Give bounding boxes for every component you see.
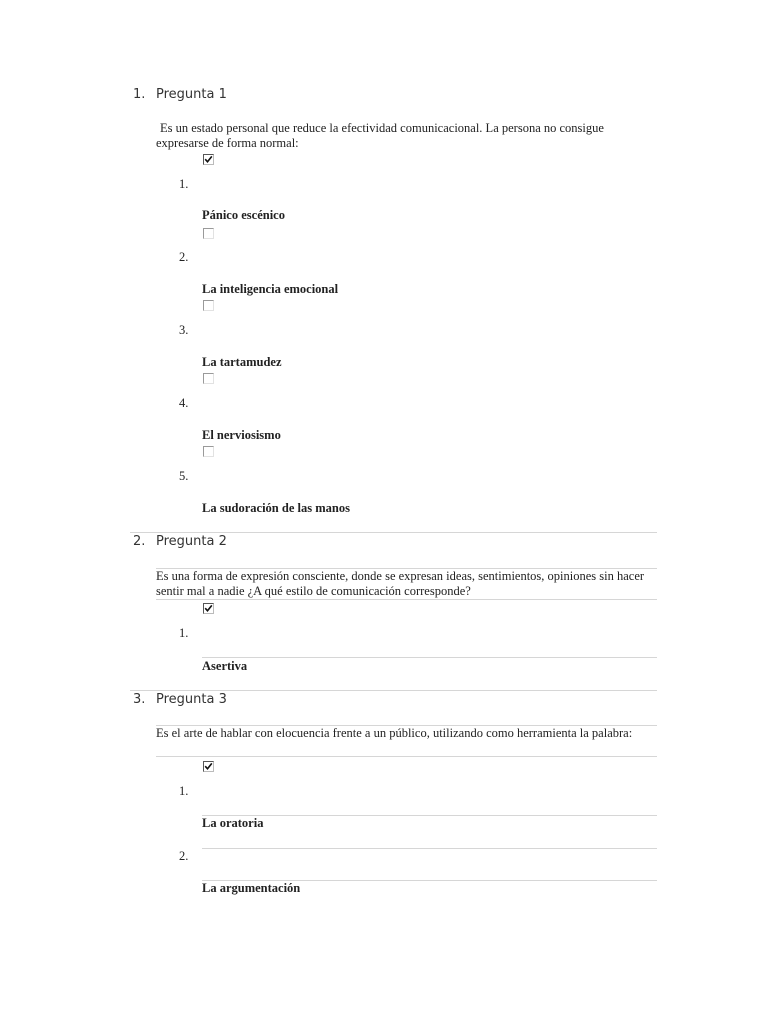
checkmark-icon <box>204 155 213 164</box>
checkmark-icon <box>204 762 213 771</box>
question-2-title: Pregunta 2 <box>156 534 227 549</box>
divider <box>156 756 657 757</box>
question-3-option-1-number: 1. <box>179 784 189 798</box>
question-1-text: Es un estado personal que reduce la efectividad comunicacional. La persona no consigue expresarse de forma normal: <box>156 121 604 150</box>
question-1-option-2-checkbox[interactable] <box>203 228 214 239</box>
question-1-option-2-number: 2. <box>179 250 189 264</box>
question-1-option-1-number: 1. <box>179 177 189 191</box>
question-3-option-1-label: La oratoria <box>202 816 264 830</box>
question-1-option-3-number: 3. <box>179 323 189 337</box>
question-2-option-1-label: Asertiva <box>202 659 248 673</box>
divider <box>130 690 657 691</box>
question-2-text: Es una forma de expresión consciente, donde se expresan ideas, sentimientos, opiniones sin hacer sentir mal a nadie ¿A qué estilo de comunicación corresponde? <box>156 569 645 598</box>
question-1-option-4-number: 4. <box>179 396 189 410</box>
divider <box>156 599 657 600</box>
question-1-option-3-label: La tartamudez <box>202 355 282 369</box>
question-3-number: 3. <box>133 692 146 707</box>
question-1-option-1-label: Pánico escénico <box>202 208 285 222</box>
question-1-option-4-label: El nerviosismo <box>202 428 281 442</box>
question-3-option-2-label: La argumentación <box>202 881 301 895</box>
checkmark-icon <box>204 604 213 613</box>
question-1-title: Pregunta 1 <box>156 87 227 102</box>
question-1-number: 1. <box>133 87 146 102</box>
question-1-option-3-checkbox[interactable] <box>203 300 214 311</box>
divider <box>202 657 657 658</box>
question-1-option-5-label: La sudoración de las manos <box>202 501 350 515</box>
divider <box>202 848 657 849</box>
question-1-option-5-number: 5. <box>179 469 189 483</box>
question-3-option-2-number: 2. <box>179 849 189 863</box>
question-3-text: Es el arte de hablar con elocuencia frente a un público, utilizando como herramienta la palabra: <box>156 726 633 740</box>
question-2-number: 2. <box>133 534 146 549</box>
question-1-option-4-checkbox[interactable] <box>203 373 214 384</box>
question-2-option-1-number: 1. <box>179 626 189 640</box>
question-1-option-5-checkbox[interactable] <box>203 446 214 457</box>
question-3-option-1-checkbox[interactable] <box>203 761 214 772</box>
question-2-option-1-checkbox[interactable] <box>203 603 214 614</box>
question-3-title: Pregunta 3 <box>156 692 227 707</box>
divider <box>202 815 657 816</box>
question-1-option-2-label: La inteligencia emocional <box>202 282 339 296</box>
divider <box>130 532 657 533</box>
question-1-option-1-checkbox[interactable] <box>203 154 214 165</box>
